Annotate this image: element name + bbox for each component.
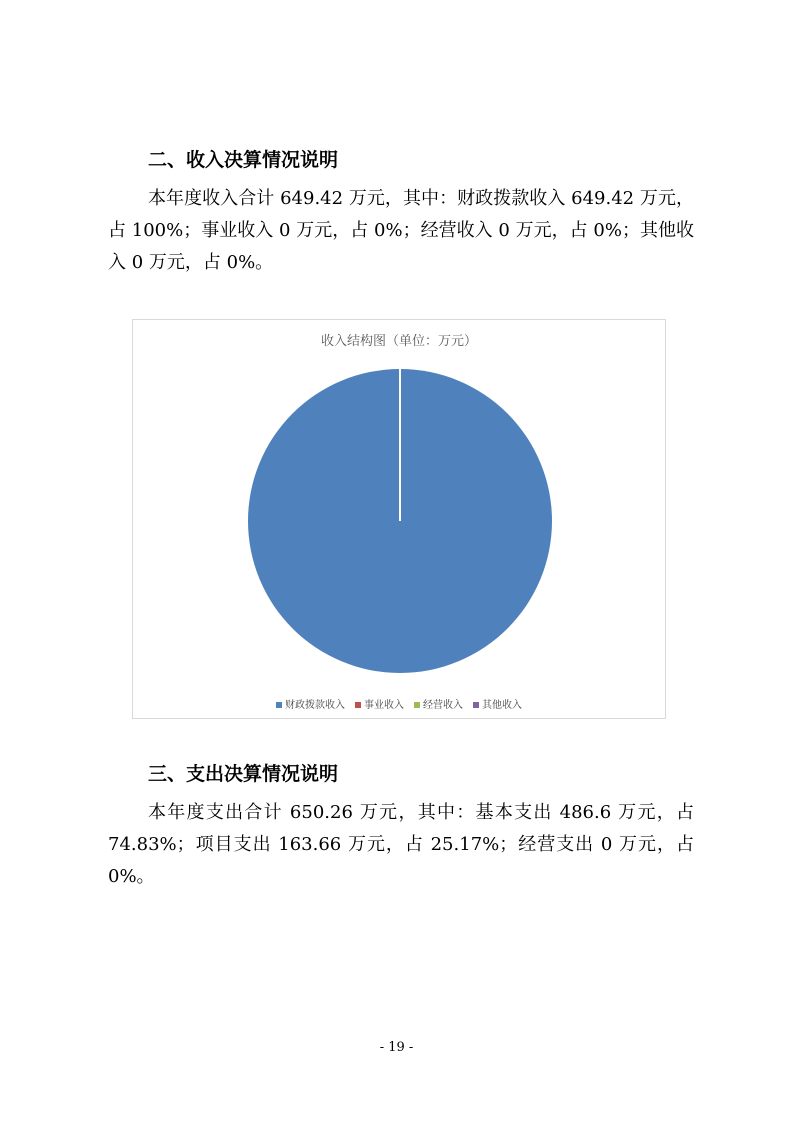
expense-section-paragraph: 本年度支出合计 650.26 万元，其中：基本支出 486.6 万元，占 74.83%；项目支出 163.66 万元，占 25.17%；经营支出 0 万元，占 0%。 (108, 802, 694, 887)
pie-chart-svg (133, 320, 665, 718)
expense-section-heading: 三、支出决算情况说明 (148, 763, 339, 785)
legend-swatch (355, 702, 361, 708)
legend-item-other-income (473, 696, 522, 711)
legend-item-operating-income (414, 696, 463, 711)
legend-label: 事业收入 (364, 700, 404, 711)
chart-title: 收入结构图（单位：万元） (320, 334, 477, 349)
page-number: - 19 - (379, 1040, 414, 1055)
legend-swatch (473, 702, 479, 708)
chart-legend (133, 696, 665, 711)
income-section-heading: 二、收入决算情况说明 (148, 149, 339, 171)
legend-label: 财政拨款收入 (285, 700, 345, 711)
legend-item-business-income (355, 696, 404, 711)
legend-label: 其他收入 (482, 700, 522, 711)
legend-swatch (276, 702, 282, 708)
income-structure-chart (132, 319, 666, 719)
legend-label: 经营收入 (423, 700, 463, 711)
income-section-paragraph: 本年度收入合计 649.42 万元，其中：财政拨款收入 649.42 万元，占 100%；事业收入 0 万元，占 0%；经营收入 0 万元，占 0%；其他收入 0 万元，占 0%。 (108, 188, 694, 273)
legend-swatch (414, 702, 420, 708)
legend-item-fiscal-appropriation (276, 696, 345, 711)
